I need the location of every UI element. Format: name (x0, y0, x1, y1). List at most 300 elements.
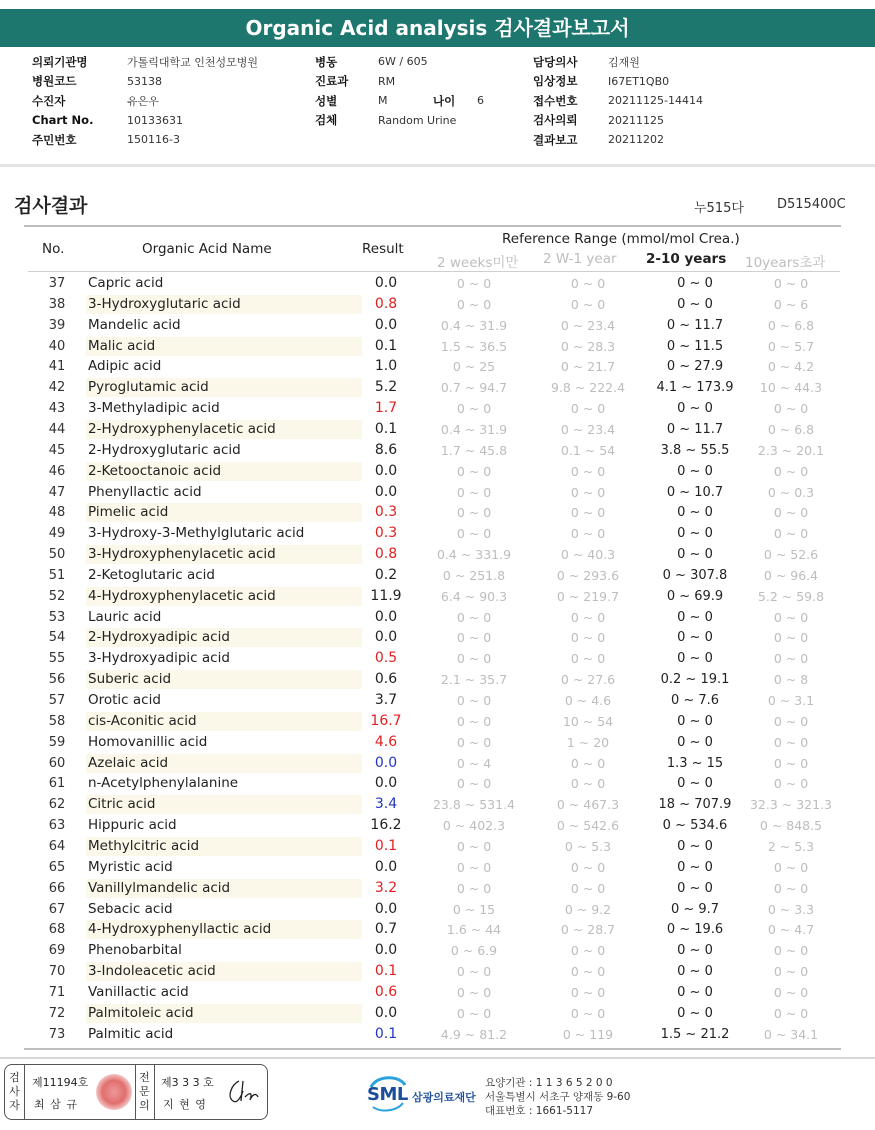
acid-name: Mandelic acid (88, 316, 181, 333)
range-10y: 0 ~ 8 (773, 672, 809, 688)
acid-name: 2-Ketooctanoic acid (88, 462, 222, 479)
table-row (26, 857, 840, 878)
table-row (26, 627, 840, 648)
result-value: 0.6 (374, 671, 398, 688)
range-2-10y: 0 ~ 27.9 (666, 359, 724, 375)
row-number: 69 (48, 943, 66, 959)
table-row (26, 773, 840, 794)
result-value: 0.0 (374, 942, 398, 959)
row-number: 45 (48, 442, 66, 458)
range-2weeks: 0 ~ 0 (456, 734, 492, 750)
acid-name: 4-Hydroxyphenyllactic acid (88, 921, 272, 938)
row-number: 39 (48, 317, 66, 333)
signature-box-separator (24, 1065, 25, 1119)
range-2-10y: 0 ~ 0 (677, 984, 713, 1000)
range-2w-1y: 0 ~ 0 (570, 1005, 606, 1021)
range-2weeks: 4.9 ~ 81.2 (440, 1026, 508, 1042)
patient-name-value: 유은우 (127, 94, 159, 108)
signer2-name: 지 현 영 (163, 1098, 207, 1111)
table-row (26, 732, 840, 753)
table-row (26, 502, 840, 523)
range-2-10y: 0 ~ 0 (677, 776, 713, 792)
range-2w-1y: 0 ~ 23.4 (560, 421, 616, 437)
patient-info-col3 (533, 52, 703, 150)
acid-name: 3-Hydroxy-3-Methylglutaric acid (88, 525, 305, 542)
range-2weeks: 1.5 ~ 36.5 (440, 338, 508, 354)
doctor-label: 담당의사 (533, 54, 578, 69)
range-2weeks: 0 ~ 0 (456, 526, 492, 542)
row-number: 37 (48, 276, 66, 291)
range-10y: 0 ~ 96.4 (763, 567, 819, 583)
table-row (26, 377, 840, 398)
range-2w-1y: 0 ~ 0 (570, 526, 606, 542)
range-10y: 0 ~ 0 (773, 943, 809, 959)
range-10y: 0 ~ 0 (773, 505, 809, 521)
range-2w-1y: 0 ~ 0 (570, 943, 606, 959)
row-number: 50 (48, 547, 66, 563)
row-number: 60 (48, 755, 66, 771)
acid-name: Myristic acid (88, 858, 173, 875)
row-number: 47 (48, 484, 66, 500)
range-10y: 0 ~ 0 (773, 526, 809, 542)
row-number: 40 (48, 338, 66, 354)
hospital-code-value: 53138 (127, 74, 162, 88)
resident-no-label: 주민번호 (32, 132, 77, 147)
range-2-10y: 0 ~ 0 (677, 526, 713, 542)
range-10y: 0 ~ 0 (773, 630, 809, 646)
result-value: 0.0 (374, 900, 398, 917)
col-header-result: Result (362, 241, 404, 257)
range-2-10y: 0 ~ 0 (677, 734, 713, 750)
org-phone: 대표번호 : 1661-5117 (485, 1105, 594, 1117)
result-value: 0.1 (374, 337, 398, 354)
table-row (26, 899, 840, 920)
range-2-10y: 0 ~ 11.5 (666, 338, 724, 354)
range-10y: 0 ~ 4.7 (767, 922, 815, 938)
range-10y: 0 ~ 52.6 (763, 547, 819, 563)
range-2w-1y: 0 ~ 0 (570, 484, 606, 500)
range-2w-1y: 0 ~ 0 (570, 401, 606, 417)
acid-name: Pyroglutamic acid (88, 379, 209, 396)
table-row (26, 794, 840, 815)
report-date-value: 20211202 (608, 133, 664, 147)
result-value: 0.0 (374, 754, 398, 771)
range-2-10y: 0 ~ 19.6 (666, 922, 724, 938)
range-2-10y: 0 ~ 0 (677, 880, 713, 896)
table-row (26, 273, 840, 294)
range-2w-1y: 0 ~ 0 (570, 880, 606, 896)
range-10y: 0 ~ 848.5 (759, 818, 823, 834)
table-row (26, 315, 840, 336)
range-2w-1y: 0 ~ 9.2 (564, 901, 612, 917)
range-2-10y: 0 ~ 0 (677, 713, 713, 729)
row-number: 56 (48, 672, 66, 688)
result-value: 0.0 (374, 275, 398, 291)
range-2-10y: 1.5 ~ 21.2 (660, 1026, 730, 1042)
range-2weeks: 0 ~ 4 (456, 755, 492, 771)
result-value: 0.6 (374, 983, 398, 1000)
acid-name: Pimelic acid (88, 504, 169, 521)
report-title: Organic Acid analysis 검사결과보고서 (0, 9, 875, 47)
result-value: 0.0 (374, 608, 398, 625)
result-value: 0.0 (374, 462, 398, 479)
result-value: 0.0 (374, 483, 398, 500)
acid-name: Suberic acid (88, 671, 172, 688)
row-number: 48 (48, 505, 66, 521)
table-row (26, 961, 840, 982)
result-value: 0.5 (374, 650, 398, 667)
range-2-10y: 0 ~ 11.7 (666, 317, 724, 333)
result-value: 0.0 (374, 775, 398, 792)
range-2weeks: 2.1 ~ 35.7 (440, 672, 508, 688)
result-value: 8.6 (374, 441, 398, 458)
range-10y: 0 ~ 0 (773, 713, 809, 729)
row-number: 62 (48, 797, 66, 813)
range-2weeks: 0 ~ 0 (456, 651, 492, 667)
acid-name: 3-Hydroxyadipic acid (88, 650, 230, 667)
range-2weeks: 0 ~ 0 (456, 401, 492, 417)
range-10y: 32.3 ~ 321.3 (749, 797, 833, 813)
test-code: D515400C (777, 197, 846, 212)
row-number: 72 (48, 1005, 66, 1021)
result-value: 0.0 (374, 316, 398, 333)
range-10y: 0 ~ 6.8 (767, 317, 815, 333)
chart-no-label: Chart No. (32, 113, 94, 128)
range-2-10y: 3.8 ~ 55.5 (660, 442, 730, 458)
signature-box-separator (154, 1065, 155, 1119)
range-2weeks: 1.7 ~ 45.8 (440, 442, 508, 458)
range-2-10y: 0 ~ 0 (677, 943, 713, 959)
signature-icon (223, 1073, 263, 1109)
row-number: 44 (48, 421, 66, 437)
table-row (26, 940, 840, 961)
range-2weeks: 0 ~ 0 (456, 713, 492, 729)
result-value: 0.1 (374, 420, 398, 437)
table-row (26, 482, 840, 503)
row-number: 68 (48, 922, 66, 938)
range-10y: 0 ~ 0 (773, 755, 809, 771)
range-2-10y: 0 ~ 0 (677, 276, 713, 291)
range-10y: 0 ~ 0 (773, 401, 809, 417)
range-10y: 0 ~ 5.7 (767, 338, 815, 354)
patient-info-col2 (315, 52, 484, 130)
signature-box (4, 1064, 268, 1120)
patient-info-col1 (32, 52, 258, 150)
range-10y: 5.2 ~ 59.8 (757, 588, 825, 604)
row-number: 42 (48, 380, 66, 396)
result-value: 0.3 (374, 525, 398, 542)
range-2-10y: 1.3 ~ 15 (666, 755, 724, 771)
range-2w-1y: 0 ~ 0 (570, 463, 606, 479)
range-2-10y: 0 ~ 0 (677, 296, 713, 312)
table-row (26, 586, 840, 607)
range-2weeks: 23.8 ~ 531.4 (432, 797, 516, 813)
age-label: 나이 (433, 93, 456, 108)
range-10y: 0 ~ 0 (773, 964, 809, 980)
acid-name: Citric acid (88, 796, 156, 813)
acid-name: Orotic acid (88, 692, 161, 708)
range-2-10y: 0.2 ~ 19.1 (660, 672, 730, 688)
range-2weeks: 0 ~ 25 (452, 359, 496, 375)
range-2weeks: 0 ~ 0 (456, 984, 492, 1000)
hospital-name-value: 가톨릭대학교 인천성모병원 (127, 55, 259, 69)
table-row (26, 523, 840, 544)
result-value: 0.7 (374, 921, 398, 938)
specimen-value: Random Urine (378, 113, 457, 127)
clinical-info-value: I67ET1QB0 (608, 74, 670, 88)
table-row (26, 336, 840, 357)
result-value: 0.1 (374, 837, 398, 854)
range-2weeks: 0 ~ 6.9 (450, 943, 498, 959)
acid-name: 3-Indoleacetic acid (88, 963, 216, 980)
range-2weeks: 0 ~ 0 (456, 838, 492, 854)
result-value: 0.8 (374, 295, 398, 312)
signer2-license: 제3 3 3 호 (161, 1076, 214, 1089)
acid-name: 3-Hydroxyphenylacetic acid (88, 546, 276, 563)
table-row (26, 753, 840, 774)
receipt-no-label: 접수번호 (533, 93, 578, 108)
range-2weeks: 0 ~ 0 (456, 693, 492, 708)
col-header-name: Organic Acid Name (142, 241, 272, 257)
age-value: 6 (477, 94, 484, 108)
acid-name: cis-Aconitic acid (88, 712, 197, 729)
range-10y: 0 ~ 34.1 (763, 1026, 819, 1042)
table-row (26, 419, 840, 440)
section-title: 검사결과 (14, 195, 88, 217)
acid-name: 2-Hydroxyadipic acid (88, 629, 230, 646)
range-10y: 0 ~ 0 (773, 1005, 809, 1021)
row-number: 66 (48, 880, 66, 896)
sex-label: 성별 (315, 93, 338, 108)
range-header-2-10y: 2-10 years (646, 251, 727, 267)
result-value: 16.2 (370, 817, 402, 834)
result-value: 0.0 (374, 629, 398, 646)
range-2w-1y: 1 ~ 20 (566, 734, 610, 750)
header-divider (28, 271, 840, 272)
table-row (26, 815, 840, 836)
range-10y: 0 ~ 0 (773, 734, 809, 750)
request-date-label: 검사의뢰 (533, 113, 578, 128)
result-value: 0.2 (374, 566, 398, 583)
row-number: 53 (48, 609, 66, 625)
range-2w-1y: 0 ~ 5.3 (564, 838, 612, 854)
org-name: 삼광의료재단 (412, 1091, 476, 1104)
range-2w-1y: 0 ~ 0 (570, 630, 606, 646)
table-row (26, 919, 840, 940)
signature-box-separator (135, 1065, 136, 1119)
specimen-label: 검체 (315, 113, 338, 128)
range-10y: 2.3 ~ 20.1 (757, 442, 825, 458)
chart-no-value: 10133631 (127, 113, 183, 127)
row-number: 52 (48, 588, 66, 604)
range-2-10y: 0 ~ 0 (677, 401, 713, 417)
table-row (26, 461, 840, 482)
row-number: 38 (48, 296, 66, 312)
logo-text: SML (367, 1084, 408, 1105)
clinical-info-label: 임상정보 (533, 74, 578, 89)
range-2weeks: 0.4 ~ 331.9 (436, 547, 512, 563)
row-number: 63 (48, 818, 66, 834)
range-2w-1y: 9.8 ~ 222.4 (550, 380, 626, 396)
acid-name: Vanillactic acid (88, 983, 189, 1000)
range-10y: 0 ~ 0 (773, 984, 809, 1000)
range-2w-1y: 0 ~ 293.6 (556, 567, 620, 583)
result-value: 3.2 (374, 879, 398, 896)
range-2weeks: 0 ~ 0 (456, 776, 492, 792)
range-2-10y: 0 ~ 11.7 (666, 421, 724, 437)
range-2w-1y: 0 ~ 0 (570, 964, 606, 980)
acid-name: 3-Methyladipic acid (88, 400, 220, 417)
range-10y: 0 ~ 0.3 (767, 484, 815, 500)
range-2weeks: 0 ~ 0 (456, 463, 492, 479)
range-10y: 0 ~ 0 (773, 276, 809, 291)
row-number: 71 (48, 984, 66, 1000)
range-2w-1y: 0 ~ 28.3 (560, 338, 616, 354)
result-value: 4.6 (374, 733, 398, 750)
result-value: 0.0 (374, 1004, 398, 1021)
range-2w-1y: 0 ~ 28.7 (560, 922, 616, 938)
range-2-10y: 0 ~ 0 (677, 838, 713, 854)
range-2w-1y: 0 ~ 27.6 (560, 672, 616, 688)
range-2-10y: 0 ~ 0 (677, 505, 713, 521)
row-number: 41 (48, 359, 66, 375)
range-2w-1y: 10 ~ 54 (562, 713, 614, 729)
result-value: 5.2 (374, 379, 398, 396)
range-10y: 0 ~ 6 (773, 296, 809, 312)
range-2weeks: 0 ~ 0 (456, 296, 492, 312)
range-2weeks: 0 ~ 0 (456, 276, 492, 291)
signer1-role: 검사자 (9, 1071, 20, 1112)
range-2weeks: 1.6 ~ 44 (446, 922, 502, 938)
range-2w-1y: 0 ~ 40.3 (560, 547, 616, 563)
range-2w-1y: 0.1 ~ 54 (560, 442, 616, 458)
acid-name: Phenyllactic acid (88, 483, 202, 500)
row-number: 61 (48, 776, 66, 792)
result-value: 3.4 (374, 796, 398, 813)
range-2-10y: 0 ~ 0 (677, 630, 713, 646)
acid-name: Sebacic acid (88, 900, 173, 917)
range-2-10y: 0 ~ 0 (677, 609, 713, 625)
result-value: 11.9 (370, 587, 402, 604)
range-2w-1y: 0 ~ 23.4 (560, 317, 616, 333)
table-row (26, 878, 840, 899)
hospital-name-label: 의뢰기관명 (32, 54, 88, 69)
range-2weeks: 0 ~ 0 (456, 630, 492, 646)
range-10y: 0 ~ 0 (773, 609, 809, 625)
range-2-10y: 0 ~ 0 (677, 547, 713, 563)
range-2w-1y: 0 ~ 0 (570, 651, 606, 667)
range-10y: 10 ~ 44.3 (759, 380, 823, 396)
range-2weeks: 0 ~ 0 (456, 609, 492, 625)
range-header-10y: 10years초과 (745, 255, 826, 271)
row-number: 55 (48, 651, 66, 667)
acid-name: Azelaic acid (88, 754, 169, 771)
acid-name: Phenobarbital (88, 942, 182, 959)
row-number: 64 (48, 838, 66, 854)
range-2-10y: 0 ~ 307.8 (662, 567, 728, 583)
range-2w-1y: 0 ~ 467.3 (556, 797, 620, 813)
range-2weeks: 0 ~ 402.3 (442, 818, 506, 834)
range-10y: 0 ~ 0 (773, 776, 809, 792)
range-2w-1y: 0 ~ 542.6 (556, 818, 620, 834)
table-row (26, 607, 840, 628)
row-number: 57 (48, 693, 66, 708)
range-10y: 0 ~ 6.8 (767, 421, 815, 437)
ward-value: 6W / 605 (378, 55, 428, 69)
range-10y: 0 ~ 0 (773, 859, 809, 875)
table-row (26, 544, 840, 565)
range-2-10y: 0 ~ 0 (677, 964, 713, 980)
range-10y: 0 ~ 3.1 (767, 693, 815, 708)
range-2w-1y: 0 ~ 0 (570, 296, 606, 312)
patient-info (0, 52, 875, 152)
range-2weeks: 0.4 ~ 31.9 (440, 421, 508, 437)
result-value: 0.3 (374, 504, 398, 521)
row-number: 67 (48, 901, 66, 917)
result-value: 0.8 (374, 546, 398, 563)
table-row (26, 648, 840, 669)
sex-value: M (378, 94, 388, 108)
test-code-korean: 누515다 (694, 201, 744, 216)
range-2w-1y: 0 ~ 0 (570, 276, 606, 291)
signer1-name: 최 삼 규 (34, 1098, 78, 1111)
row-number: 54 (48, 630, 66, 646)
table-row (26, 690, 840, 711)
receipt-no-value: 20211125-14414 (608, 94, 703, 108)
range-header-2w-1y: 2 W-1 year (543, 251, 617, 267)
table-row (26, 1024, 840, 1045)
row-number: 43 (48, 401, 66, 417)
range-10y: 2 ~ 5.3 (767, 838, 815, 854)
result-value: 0.1 (374, 1025, 398, 1042)
acid-name: Capric acid (88, 275, 164, 291)
result-value: 0.1 (374, 963, 398, 980)
row-number: 49 (48, 526, 66, 542)
result-value: 0.0 (374, 858, 398, 875)
col-header-no: No. (42, 241, 65, 257)
result-value: 1.7 (374, 400, 398, 417)
acid-name: Palmitoleic acid (88, 1004, 194, 1021)
range-2-10y: 0 ~ 534.6 (662, 818, 728, 834)
range-2-10y: 4.1 ~ 173.9 (656, 380, 734, 396)
acid-name: Methylcitric acid (88, 837, 200, 854)
range-2w-1y: 0 ~ 0 (570, 505, 606, 521)
range-10y: 0 ~ 0 (773, 463, 809, 479)
range-2w-1y: 0 ~ 119 (562, 1026, 614, 1042)
info-divider (0, 164, 875, 167)
range-2weeks: 0 ~ 0 (456, 964, 492, 980)
row-number: 46 (48, 463, 66, 479)
table-row (26, 398, 840, 419)
table-row (26, 356, 840, 377)
acid-name: Palmitic acid (88, 1025, 174, 1042)
range-2w-1y: 0 ~ 21.7 (560, 359, 616, 375)
range-2-10y: 0 ~ 0 (677, 1005, 713, 1021)
range-2w-1y: 0 ~ 4.6 (564, 693, 612, 708)
range-header-2weeks: 2 weeks미만 (437, 255, 519, 271)
range-2w-1y: 0 ~ 0 (570, 776, 606, 792)
range-2-10y: 0 ~ 0 (677, 859, 713, 875)
range-2weeks: 0 ~ 251.8 (442, 567, 506, 583)
row-number: 58 (48, 713, 66, 729)
table-row (26, 1003, 840, 1024)
range-10y: 0 ~ 4.2 (767, 359, 815, 375)
acid-name: Lauric acid (88, 608, 162, 625)
range-10y: 0 ~ 0 (773, 651, 809, 667)
row-number: 70 (48, 964, 66, 980)
org-address: 서울특별시 서초구 양재동 9-60 (485, 1091, 631, 1103)
row-number: 73 (48, 1026, 66, 1042)
